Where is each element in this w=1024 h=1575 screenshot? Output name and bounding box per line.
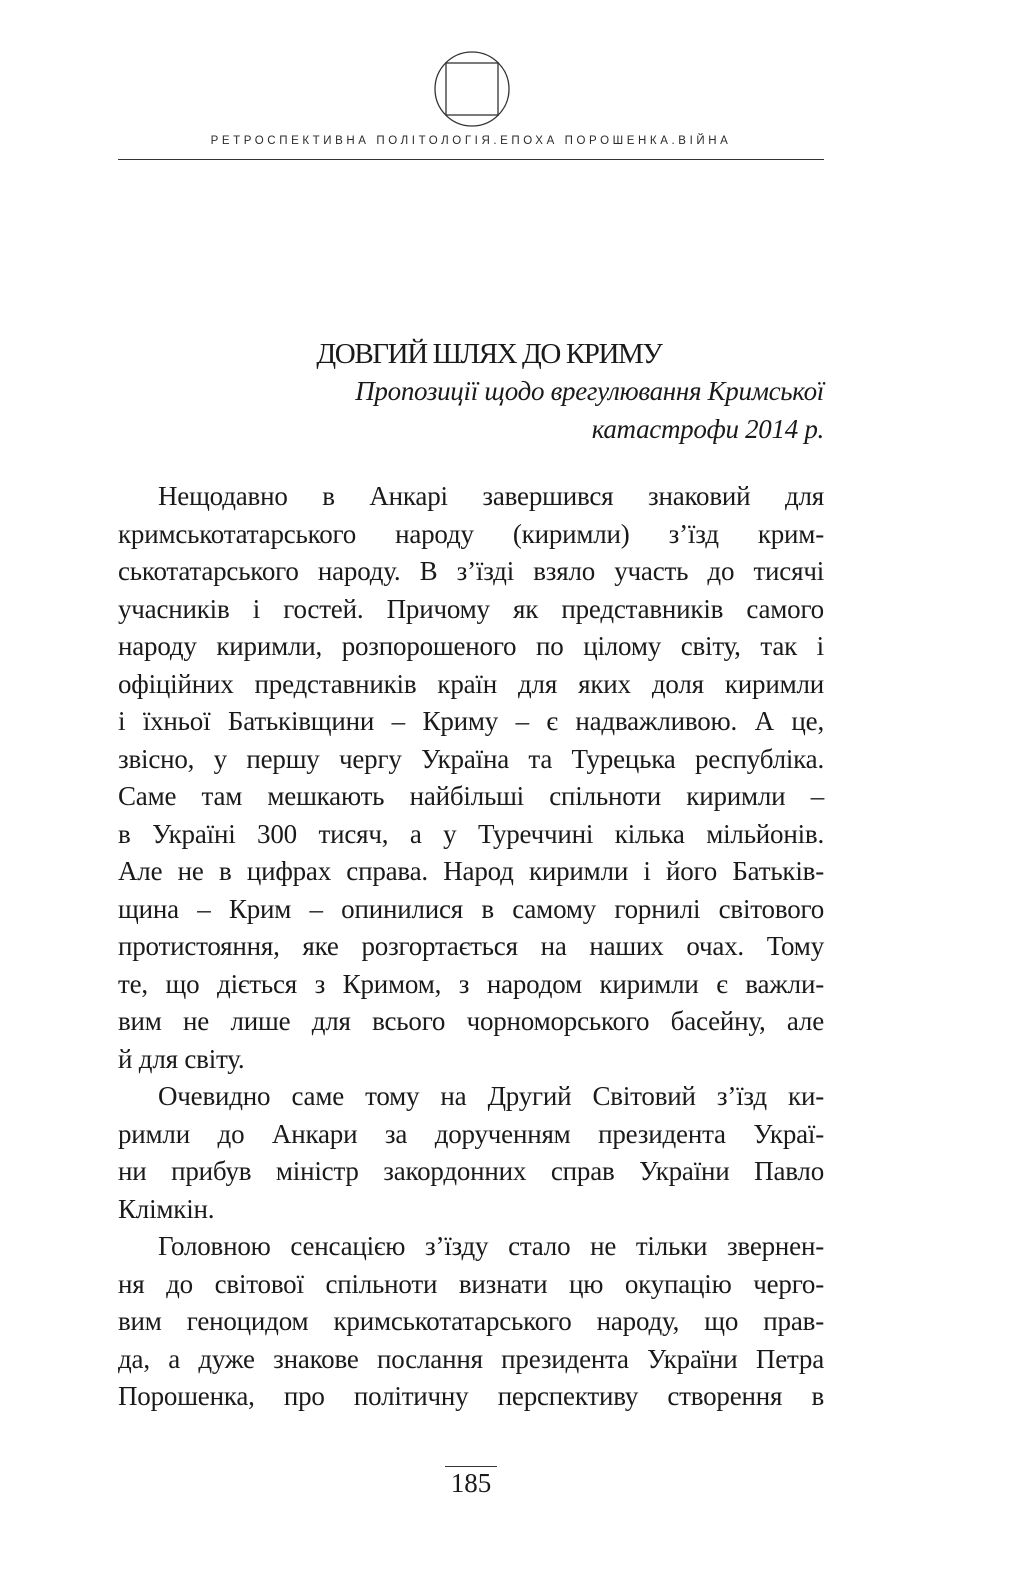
text-line: римли до Анкари за дорученням президента Украї- <box>118 1118 824 1149</box>
text-line: і їхньої Батьківщини – Криму – є надважливою. А це, <box>118 706 824 736</box>
text-line: ни прибув міністр закордонних справ України Павло <box>118 1156 824 1186</box>
text-line: офіційних представників країн для яких доля киримли <box>118 668 824 699</box>
text-line: те, що діється з Кримом, з народом киримли є важли- <box>118 968 824 999</box>
article-body <box>118 478 824 1416</box>
page-number-value: 185 <box>450 1468 492 1498</box>
paragraph <box>118 1228 824 1416</box>
text-line: Порошенка, про політичну перспективу створення в <box>118 1381 824 1411</box>
text-line: учасників і гостей. Причому як представників самого <box>118 593 824 624</box>
text-line: кримськотатарського народу (киримли) з’їзд крим- <box>118 518 824 549</box>
paragraph <box>118 478 824 1078</box>
text-line: Саме там мешкають найбільші спільноти киримли – <box>118 781 824 811</box>
text-line: Клімкін. <box>118 1193 215 1224</box>
text-line: да, а дуже знакове послання президента України Петра <box>118 1343 824 1374</box>
text-line: народу киримли, розпорошеного по цілому світу, так і <box>118 631 824 661</box>
text-line: ськотатарського народу. В з’їзді взяло участь до тисячі <box>118 556 824 586</box>
text-line: Але не в цифрах справа. Народ киримли і його Батьків- <box>118 856 824 886</box>
text-line: ня до світової спільноти визнати цю окупацію черго- <box>118 1268 824 1299</box>
text-line: Нещодавно в Анкарі завершився знаковий для <box>158 481 824 511</box>
text-line: Очевидно саме тому на Другий Світовий з’їзд ки- <box>158 1081 824 1111</box>
text-line: протистояння, яке розгортається на наших очах. Тому <box>118 931 824 961</box>
article-subtitle <box>264 372 824 448</box>
text-line: вим не лише для всього чорноморського басейну, але <box>118 1006 824 1036</box>
subtitle-line: катастрофи 2014 р. <box>591 414 824 444</box>
page-number <box>118 1466 824 1499</box>
article-title: ДОВГИЙ ШЛЯХ ДО КРИМУ <box>316 338 662 370</box>
text-line: вим геноцидом кримськотатарського народу, що прав- <box>118 1306 824 1336</box>
text-line: щина – Крим – опинилися в самому горнилі світового <box>118 893 824 924</box>
emblem-circle-square-icon <box>433 50 511 128</box>
subtitle-line: Пропозиції щодо врегулювання Кримської <box>355 376 824 406</box>
header-rule <box>118 159 824 160</box>
paragraph <box>118 1078 824 1228</box>
running-header: РЕТРОСПЕКТИВНА ПОЛІТОЛОГІЯ.ЕПОХА ПОРОШЕНКА.ВІЙНА <box>210 135 732 147</box>
text-line: Головною сенсацією з’їзду стало не тільки звернен- <box>158 1231 824 1261</box>
text-line: й для світу. <box>118 1043 245 1074</box>
text-line: в Україні 300 тисяч, а у Туреччині кілька мільйонів. <box>118 818 824 849</box>
text-line: звісно, у першу чергу Україна та Турецька республіка. <box>118 743 824 774</box>
